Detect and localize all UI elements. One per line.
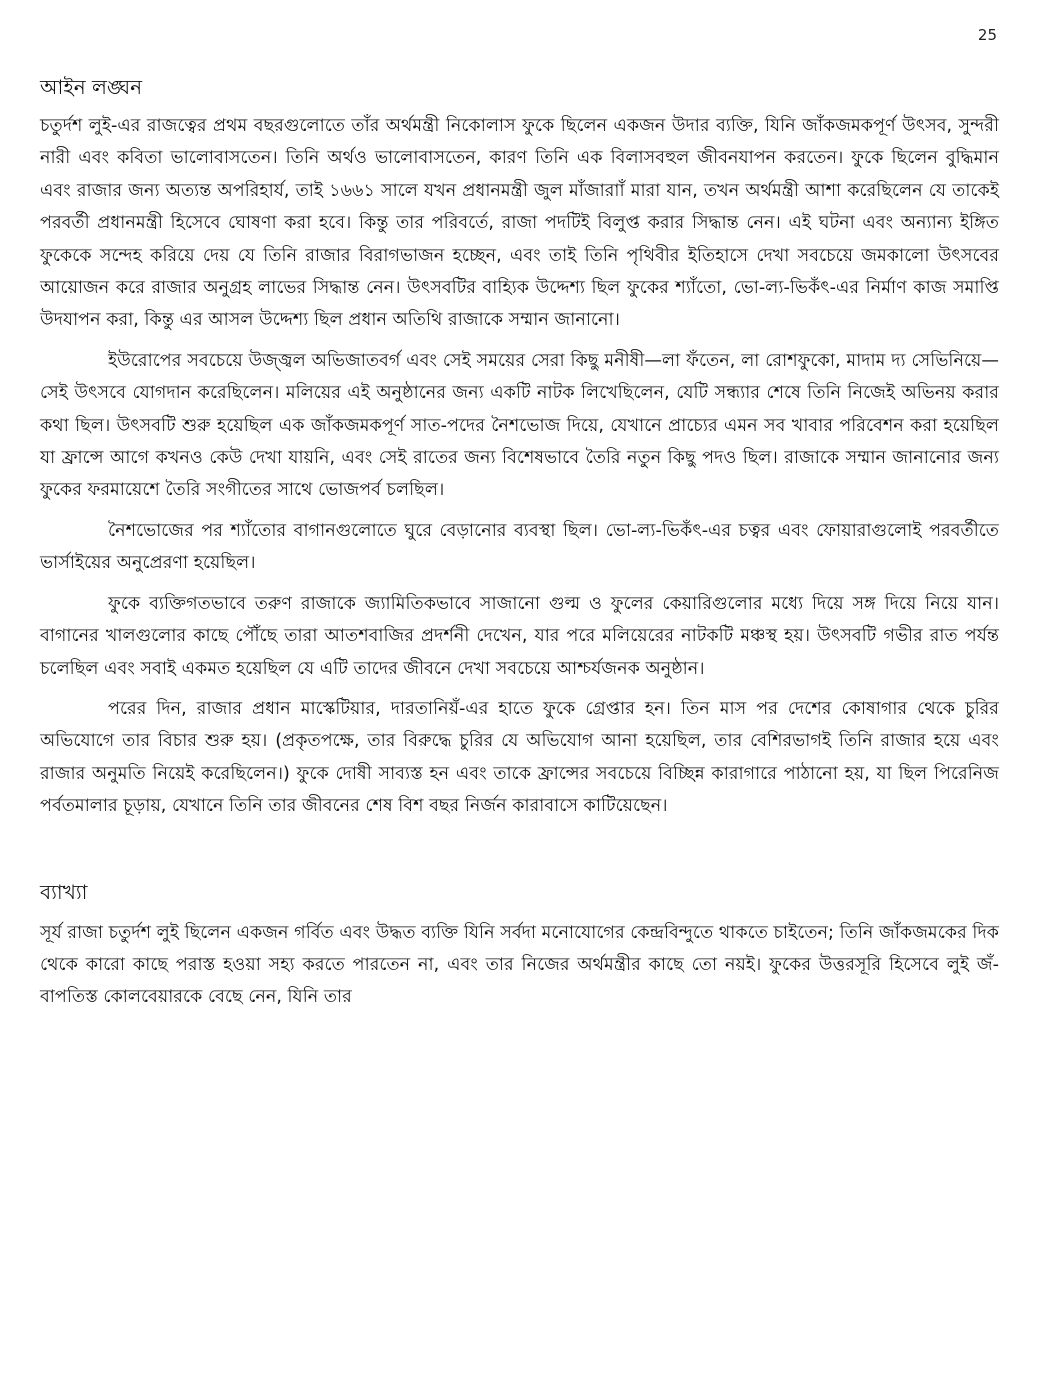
body-paragraph: পরের দিন, রাজার প্রধান মাস্কেটিয়ার, দারতানিয়ঁ-এর হাতে ফুকে গ্রেপ্তার হন। তিন মাস পর দেশের কোষাগার থেকে চুরির অভিযোগে তার বিচার শুরু হয়। (প্রকৃতপক্ষে, তার বিরুদ্ধে চুরির যে অভিযোগ আনা হয়েছিল, তার বেশিরভাগই তিনি রাজার হয়ে এবং রাজার অনুমতি নিয়েই করেছিলেন।) ফুকে দোষী সাব্যস্ত হন এবং তাকে ফ্রান্সের সবচেয়ে বিচ্ছিন্ন কারাগারে পাঠানো হয়, যা ছিল পিরেনিজ পর্বতমালার চূড়ায়, যেখানে তিনি তার জীবনের শেষ বিশ বছর নির্জন কারাবাসে কাটিয়েছেন। <box>40 698 999 817</box>
body-paragraph: নৈশভোজের পর শ্যাঁতোর বাগানগুলোতে ঘুরে বেড়ানোর ব্যবস্থা ছিল। ভো-ল্য-ভিকঁৎ-এর চত্বর এবং ফোয়ারাগুলোই পরবর্তীতে ভার্সাইয়ের অনুপ্রেরণা হয়েছিল। <box>40 520 999 574</box>
body-paragraph: ইউরোপের সবচেয়ে উজ্জ্বল অভিজাতবর্গ এবং সেই সময়ের সেরা কিছু মনীষী—লা ফঁতেন, লা রোশফুকো, মাদাম দ্য সেভিনিয়ে—সেই উৎসবে যোগদান করেছিলেন। মলিয়ের এই অনুষ্ঠানের জন্য একটি নাটক লিখেছিলেন, যেটি সন্ধ্যার শেষে তিনি নিজেই অভিনয় করার কথা ছিল। উৎসবটি শুরু হয়েছিল এক জাঁকজমকপূর্ণ সাত-পদের নৈশভোজ দিয়ে, যেখানে প্রাচ্যের এমন সব খাবার পরিবেশন করা হয়েছিল যা ফ্রান্সে আগে কখনও কেউ দেখা যায়নি, এবং সেই রাতের জন্য বিশেষভাবে তৈরি নতুন কিছু পদও ছিল। রাজাকে সম্মান জানানোর জন্য ফুকের ফরমায়েশে তৈরি সংগীতের সাথে ভোজপর্ব চলছিল। <box>40 350 999 501</box>
section-heading-law: আইন লঙ্ঘন <box>40 75 143 99</box>
body-paragraph: সূর্য রাজা চতুর্দশ লুই ছিলেন একজন গর্বিত এবং উদ্ধত ব্যক্তি যিনি সর্বদা মনোযোগের কেন্দ্রবিন্দুতে থাকতে চাইতেন; তিনি জাঁকজমকের দিক থেকে কারো কাছে পরাস্ত হওয়া সহ্য করতে পারতেন না, এবং তার নিজের অর্থমন্ত্রীর কাছে তো নয়ই। ফুকের উত্তরসূরি হিসেবে লুই জঁ-বাপতিস্ত কোলবেয়ারকে বেছে নেন, যিনি তার <box>40 922 999 1008</box>
body-paragraph: ফুকে ব্যক্তিগতভাবে তরুণ রাজাকে জ্যামিতিকভাবে সাজানো গুল্ম ও ফুলের কেয়ারিগুলোর মধ্যে দিয়ে সঙ্গ দিয়ে নিয়ে যান। বাগানের খালগুলোর কাছে পৌঁছে তারা আতশবাজির প্রদর্শনী দেখেন, যার পরে মলিয়েরের নাটকটি মঞ্চস্থ হয়। উৎসবটি গভীর রাত পর্যন্ত চলেছিল এবং সবাই একমত হয়েছিল যে এটি তাদের জীবনে দেখা সবচেয়ে আশ্চর্যজনক অনুষ্ঠান। <box>40 593 999 679</box>
section-heading-interpretation: ব্যাখ্যা <box>40 879 88 904</box>
body-paragraph: চতুর্দশ লুই-এর রাজত্বের প্রথম বছরগুলোতে তাঁর অর্থমন্ত্রী নিকোলাস ফুকে ছিলেন একজন উদার ব্যক্তি, যিনি জাঁকজমকপূর্ণ উৎসব, সুন্দরী নারী এবং কবিতা ভালোবাসতেন। তিনি অর্থও ভালোবাসতেন, কারণ তিনি এক বিলাসবহুল জীবনযাপন করতেন। ফুকে ছিলেন বুদ্ধিমান এবং রাজার জন্য অত্যন্ত অপরিহার্য, তাই ১৬৬১ সালে যখন প্রধানমন্ত্রী জুল মাঁজারাাঁ মারা যান, তখন অর্থমন্ত্রী আশা করেছিলেন যে তাকেই পরবর্তী প্রধানমন্ত্রী হিসেবে ঘোষণা করা হবে। কিন্তু তার পরিবর্তে, রাজা পদটিই বিলুপ্ত করার সিদ্ধান্ত নেন। এই ঘটনা এবং অন্যান্য ইঙ্গিত ফুকেকে সন্দেহ করিয়ে দেয় যে তিনি রাজার বিরাগভাজন হচ্ছেন, এবং তাই তিনি পৃথিবীর ইতিহাসে দেখা সবচেয়ে জমকালো উৎসবের আয়োজন করে রাজার অনুগ্রহ লাভের সিদ্ধান্ত নেন। উৎসবটির বাহ্যিক উদ্দেশ্য ছিল ফুকের শ্যাঁতো, ভো-ল্য-ভিকঁৎ-এর নির্মাণ কাজ সমাপ্তি উদযাপন করা, কিন্তু এর আসল উদ্দেশ্য ছিল প্রধান অতিথি রাজাকে সম্মান জানানো। <box>40 116 999 331</box>
page-number: 25 <box>977 26 997 44</box>
